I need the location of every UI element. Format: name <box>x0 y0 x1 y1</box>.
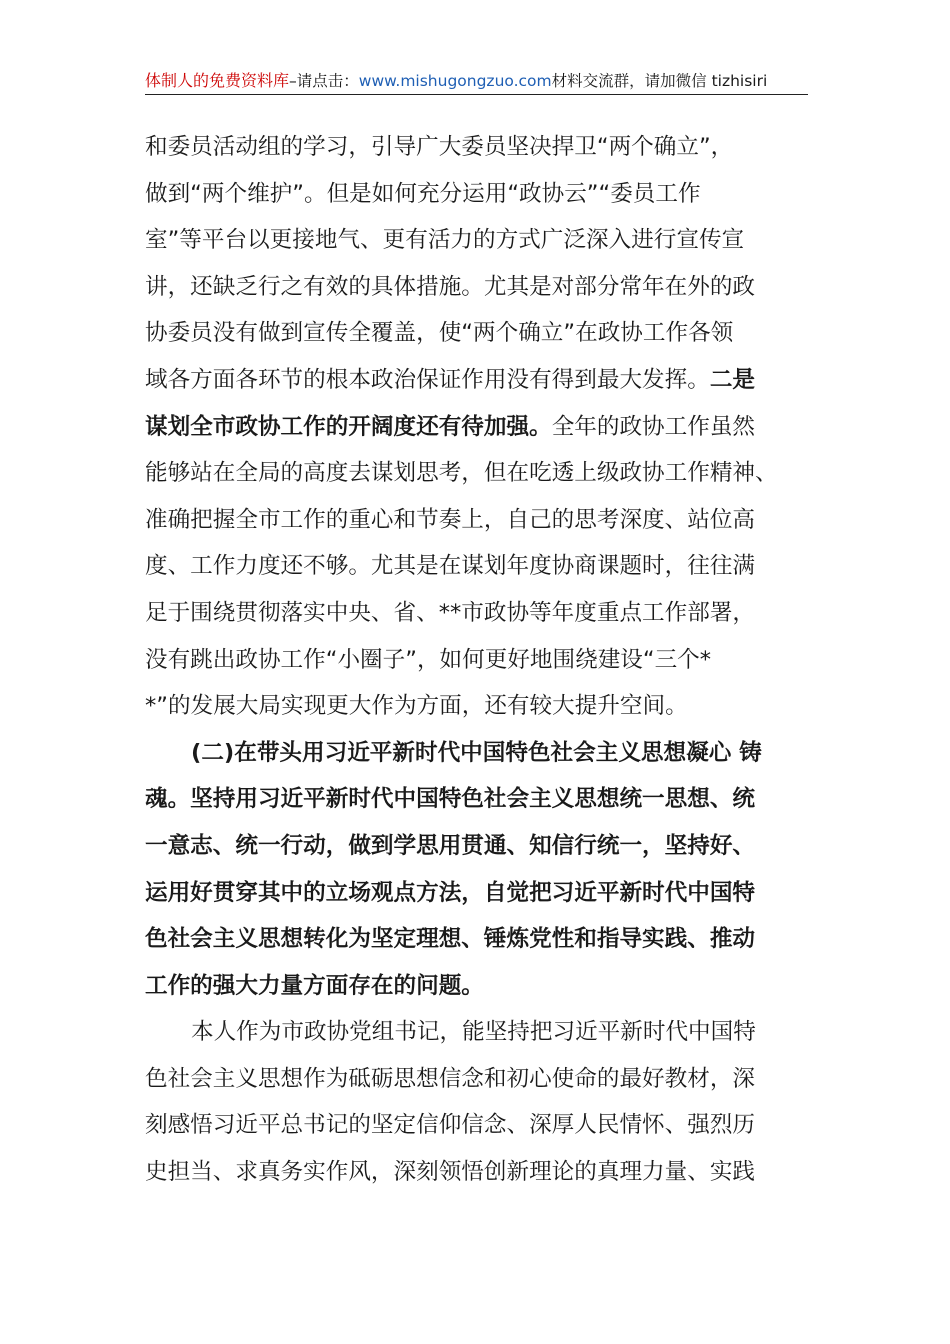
bold-text-segment: 二是 <box>709 366 756 393</box>
bold-text-segment: 运用好贯穿其中的立场观点方法，自觉把习近平新时代中国特 <box>145 879 756 906</box>
text-segment: 足于围绕贯彻落实中央、省、**市政协等年度重点工作部署， <box>145 599 756 626</box>
text-segment: 度、工作力度还不够。尤其是在谋划年度协商课题时，往往满 <box>145 553 756 580</box>
text-line <box>145 1149 808 1196</box>
document-body <box>145 124 808 1196</box>
bold-text-segment: 魂。坚持用习近平新时代中国特色社会主义思想统一思想、统 <box>145 786 756 813</box>
text-segment: 域各方面各环节的根本政治保证作用没有得到最大发挥。 <box>145 366 710 393</box>
text-line <box>145 1102 808 1149</box>
text-segment: *”的发展大局实现更大作为方面，还有较大提升空间。 <box>145 693 688 720</box>
text-segment: 协委员没有做到宣传全覆盖，使“两个确立”在政协工作各领 <box>145 320 734 347</box>
text-line <box>145 776 808 823</box>
bold-text-segment: (二)在带头用习近平新时代中国特色社会主义思想凝心 铸 <box>191 739 762 766</box>
text-segment: 准确把握全市工作的重心和节奏上，自己的思考深度、站位高 <box>145 506 756 533</box>
text-line <box>145 590 808 637</box>
text-line <box>145 171 808 218</box>
text-line <box>145 310 808 357</box>
header-divider <box>145 94 808 95</box>
text-line <box>145 1056 808 1103</box>
text-line <box>145 497 808 544</box>
bold-text-segment: 谋划全市政协工作的开阔度还有待加强。 <box>145 413 552 440</box>
text-line <box>145 870 808 917</box>
text-line <box>145 1009 808 1056</box>
text-line <box>145 543 808 590</box>
text-line <box>145 124 808 171</box>
text-line <box>145 357 808 404</box>
text-segment: 讲，还缺乏行之有效的具体措施。尤其是对部分常年在外的政 <box>145 273 756 300</box>
bold-text-segment: 工作的强大力量方面存在的问题。 <box>145 972 484 999</box>
text-line <box>145 683 808 730</box>
text-segment: 做到“两个维护”。但是如何充分运用“政协云”“委员工作 <box>145 180 701 207</box>
text-segment: 史担当、求真务实作风，深刻领悟创新理论的真理力量、实践 <box>145 1159 756 1186</box>
text-segment: 全年的政协工作虽然 <box>551 413 756 440</box>
text-line <box>145 404 808 451</box>
header-brand: 体制人的免费资料库 <box>145 71 290 90</box>
text-segment: 室”等平台以更接地气、更有活力的方式广泛深入进行宣传宣 <box>145 227 745 254</box>
text-line <box>145 264 808 311</box>
page-header <box>145 70 808 92</box>
text-line <box>145 450 808 497</box>
text-segment: 刻感悟习近平总书记的坚定信仰信念、深厚人民情怀、强烈历 <box>145 1112 756 1139</box>
text-line <box>145 637 808 684</box>
header-prompt: –请点击： <box>289 72 359 90</box>
bold-text-segment: 色社会主义思想转化为坚定理想、锤炼党性和指导实践、推动 <box>145 926 756 953</box>
text-line <box>145 730 808 777</box>
text-segment: 能够站在全局的高度去谋划思考，但在吃透上级政协工作精神、 <box>145 460 778 487</box>
bold-text-segment: 一意志、统一行动，做到学思用贯通、知信行统一，坚持好、 <box>145 832 756 859</box>
text-segment: 色社会主义思想作为砥砺思想信念和初心使命的最好教材，深 <box>145 1065 756 1092</box>
text-line <box>145 916 808 963</box>
text-line <box>145 963 808 1010</box>
text-line <box>145 217 808 264</box>
text-segment: 没有跳出政协工作“小圈子”，如何更好地围绕建设“三个* <box>145 646 712 673</box>
header-url-link[interactable]: www.mishugongzuo.com <box>358 72 552 90</box>
text-line <box>145 823 808 870</box>
header-contact-note: 材料交流群，请加微信 tizhisiri <box>551 72 768 90</box>
text-segment: 本人作为市政协党组书记，能坚持把习近平新时代中国特 <box>191 1019 756 1046</box>
text-segment: 和委员活动组的学习，引导广大委员坚决捍卫“两个确立”， <box>145 134 734 160</box>
